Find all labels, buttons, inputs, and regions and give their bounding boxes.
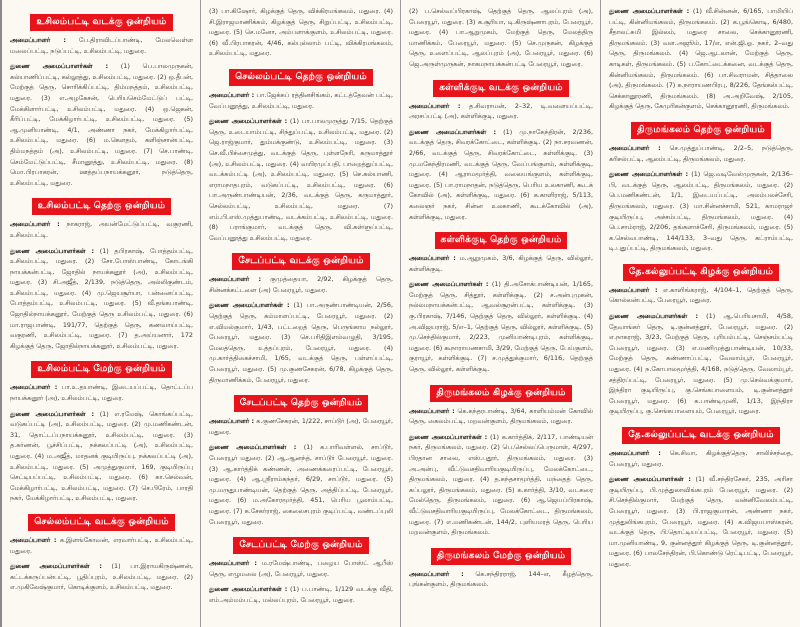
organizer-text: நாகராஜ், அயன்மேட்டுப்பட்டி, வகுரணி, உசிலம்பட்டி. [10,220,194,239]
deputy-organizers-label: துணை அமைப்பாளர்கள் : [209,117,288,126]
deputy-organizers-label: துணை அமைப்பாளர்கள் : [10,246,95,255]
section-heading-wrap [209,390,393,412]
deputy-organizers-text: (1) ஜெ.வடிவேல்முருகன், 2/136–பி, வடக்குத் தெரு, ஆலம்பட்டி, திருமங்கலம், மதுரை. (2) பெ.மணிகண்டன், 1/1, இடையப்பட்டி, அலம்பலச்சேரி, திருமங்கலம், மதுரை. (3) மா.சின்னச்சாமி, 521, காமராஜர் குடியிருப்பு, அச்சம்பட்டி, திருமங்கலம், மதுரை. (4) பெ.சாம்ராஜ், 2/206, தங்களாச்சேரி, திருமங்கலம், மதுரை. (5) க.செல்வபாண்டி, 144/133, 3–வது தெரு, கட்ராம்பட்டி, டி.புதுப்பட்டி, திருமங்கலம், மதுரை. [609,170,794,253]
organizer-label: அமைப்பாளர் : [10,220,60,229]
section-heading-wrap [409,380,593,402]
organizer-text: எ.காளிங்கராஜ், 4/104–1, தெற்குத் தெரு, கொல்லன்பட்டி, பேரையூர், மதுரை. [609,285,793,305]
union-section [10,193,193,351]
deputy-organizers-label: துணை அமைப்பாளர்கள் : [10,62,109,71]
section-heading: செல்லம்பட்டி வடக்கு ஒன்றியம் [28,514,174,531]
organizer-paragraph [209,274,393,295]
organizer-paragraph [209,416,393,437]
union-section [10,9,193,188]
deputy-organizers-text: (2) ப.செல்வப்பிரகாஷ், தெற்குத் தெரு, ஆலப்புரம் (அ), பேரையூர், மதுரை. (3) க.சூரியா, டி.கிருஷ்ணாபுரம், பேரையூர், மதுரை. (4) பா.ஆறுமுகம், மேற்குத் தெரு, மேலத்திரு மாணிக்கம், பேரையூர், மதுரை. (5) செ.முருகன், கிழக்குத் தெரு, உளைப்பட்டி, ஆலப்புரம் (அ), பேரையூர், மதுரை. (6) ஜெ.அருள்முருகன், நாகமநாயக்கன்பட்டி பேரையூர், மதுரை. [409,7,593,68]
union-section [609,117,793,254]
organizer-label: அமைப்பாளர் : [10,36,66,44]
organizer-text: குமுத்தையா, 2/92, கிழக்குத் தெரு, சின்னக்கட்டளை (அ) பேரையூர், மதுரை. [209,275,393,294]
section-heading: திருமங்கலம் மேற்கு ஒன்றியம் [431,548,572,565]
section-heading-wrap [10,193,193,215]
section-heading-wrap [409,227,593,249]
organizer-text: பா.உ.தயாண்டி, இடையப்பட்டி, தொட்டப்ப நாயக்கனூர் (அ), உசிலம்பட்டி, மதுரை. [10,383,193,403]
organizer-label: அமைப்பாளர் : [409,254,456,263]
deputy-organizers-paragraph [209,6,393,59]
section-heading-wrap [609,259,793,281]
union-section [409,75,593,223]
union-section [409,6,593,70]
organizer-paragraph [409,406,593,427]
deputy-organizers-text: (1) பா.பாலமுருத்து 7/15, தெற்குத் தெரு, உடையாம்பட்டி, சிந்துப்பட்டி, உசிலம்பட்டி, மதுரை. (2) ஜெ.ராஜ்குமார், தும்மக்குண்டு, உசிலம்பட்டி, மதுரை. (3) செ.வீ.பிச்சைமுத்து, வடக்குத் தெரு, புள்ளநேரி, கருமாத்தூர் (அ), உசிலம்பட்டி, மதுரை. (4) வயிரமுப்பதி, பாறைத்துப்பட்டி, வடக்கம்பட்டி (அ), உசிலம்பட்டி, மதுரை. (5) செ.கல்யாணி, எராமநாதபுரம், வடுகப்பட்டி, உசிலம்பட்டி, மதுரை. (6) பா.அருண்பாண்டியன், 2/36, வடக்குத் தெரு, கருமாத்தூர், செல்லம்பட்டி, உசிலம்பட்டி, மதுரை. (7) எம்.பி.எஸ்.முத்துபாண்டி, வடக்கம்பட்டி, உசிலம்பட்டி, மதுரை. (8) பராங்குமார், வடக்குத் தெரு, வி.கள்ளுப்பட்டி, வேப்பனூத்து உசிலம்பட்டி, மதுரை. [209,117,393,242]
union-section [609,259,793,417]
section-heading-wrap [10,9,193,31]
deputy-organizers-text: (1) தபிரகாஷ், போத்தம்பட்டி, உசிலம்பட்டி, மதுரை. (2) சோ.போஸ்பாண்டி, கோடங்கி நாயக்கன்பட்டி, ஜோதில் நாயக்கனூர் (அ), உசிலம்பட்டி, மதுரை. (3) சி.அஜீத், 2/139, நடுத்தெரு, அல்லிகுண்டம், உசிலம்பட்டி, மதுரை. (4) மு.ஜெயசூர்யா, பன்னைப்பட்டி, போத்தம்பட்டி, உசிலம்பட்டி, மதுரை. (5) வீ.தங்கபாண்டி, ஜோதில்நாயக்கனூர், மேற்குத் தெரு உசிலம்பட்டி, மதுரை. (6) மா.ராஜபாண்டி, 191/77, தெற்குத் தெரு, கணவாய்பட்டி, வகுரணி, உசிலம்பட்டி, மதுரை. (7) த.அய்யனார், 172 கிழக்குத் தெரு, ஜோதில்நாயக்கனூர், உசிலம்பட்டி, மதுரை. [10,246,193,350]
deputy-organizers-paragraph [10,246,193,352]
deputy-organizers-paragraph [409,279,593,374]
organizer-label: அமைப்பாளர் : [209,275,262,284]
union-section [409,380,593,538]
deputy-organizers-label: துணை அமைப்பாளர்கள் : [609,312,699,321]
organizer-text: கெ.கந்தரபாண்டி, 3/64, காளியம்மன் கோவில் தெரு, கைலம்பட்டி, மறவன்குளம், திருமங்கலம், மதுரை. [409,406,593,426]
deputy-organizers-label: துணை அமைப்பாளர்கள் : [209,443,297,452]
section-heading: தே.கல்லுப்பட்டி வடக்கு ஒன்றியம் [622,427,780,444]
union-section [609,422,793,570]
organizer-paragraph [209,90,393,111]
organizer-paragraph [609,143,793,164]
section-heading: சேடப்பட்டி வடக்கு ஒன்றியம் [232,253,369,270]
organizer-paragraph [10,35,193,56]
deputy-organizers-paragraph [609,169,793,254]
section-heading: திருமங்கலம் கிழக்கு ஒன்றியம் [430,385,571,402]
organizer-paragraph [409,569,593,590]
deputy-organizers-label: துணை அமைப்பாளர்கள் : [409,127,497,136]
organizer-text: கெ.சிவா, கிழக்குத்தெரு, சாலிச்சந்தை, பேரையூர், மதுரை. [609,449,793,468]
deputy-organizers-text: (1) வீ.சின்னன், 6/165, பாமியிப் பட்டி, கின்னிமங்கலம், திருமங்கலம். (2) க.பூங்கொடி, 6/480, சீதாலட்சுமி இல்லம், மதுரை சாலை, செக்கானூரணி, திருமங்கலம். (3) வள.அஜூம், 17/எ, என்.ஜி.ஓ. நகர், 2–வது தெரு, திருமங்கலம். (4) ஜெ.ஆடலான், மேற்குத் தெரு, காடிகள், திருமங்கலம். (5) ப.கோட்டைக்கனை, வடக்குத் தெரு, கின்னிமங்கலம், திருமங்கலம். (6) பா.சிவராமன், சித்தாலை (அ), திருமங்கலம். (7) க.நாராயணபிரபு, 8/226, தேங்கல்பட்டி, செக்கானூரணி, திருமங்கலம். (8) அ.அறிவேஷ், 2/105, கிழக்குத் தெரு, கேமுரிகன்குளம், செக்கானூரணி, திருமங்கலம். [609,7,793,111]
union-section [209,64,393,243]
deputy-organizers-text: (1) மு.நாகேந்திரன், 2/236, வடக்குத் தெரு, சிவரக்கோட்டை, கள்ளிக்குடி. (2) நா.சரவணன், 2/66, வடக்குத் தெரு, சிவரக்கோட்டை, கள்ளிக்குடி. (3) மு.மகேந்திரமணி, வடக்குத் தெரு, வேப்பங்குளம், கள்ளிக்குடி, மதுரை. (4) ஆராமமூர்த்தி, வலையங்குளம், கள்ளிக்குடி, மதுரை. (5) பா.ராமநாதன், நடுத்தெரு, பெரிய உலகாணி, கூடக் கோவில் (அ), கள்ளிக்குடி, மதுரை. (6) க.காளிராஜ், 5/113, கலைஞர் நகர், சின்ன உலகாணி, கூடக்கோவில் (அ), கள்ளிக்குடி, மதுரை. [409,127,593,221]
deputy-organizers-paragraph [209,300,393,385]
deputy-organizers-paragraph [10,409,193,504]
organizer-text: ம.ரமேஷ்பாண்டி, பழைய போஸ்ட் ஆபீஸ் தெரு, எழுமலை (அ), பேரையூர், மதுரை. [209,559,393,578]
union-section [10,356,193,504]
organizer-paragraph [609,285,793,306]
organizer-label: அமைப்பாளர் : [209,417,255,426]
organizer-label: அமைப்பாளர் : [609,449,661,457]
organizer-label: அமைப்பாளர் : [409,569,464,578]
organizer-label: அமைப்பாளர் : [609,285,658,294]
section-heading: தே.கல்லுப்பட்டி கிழக்கு ஒன்றியம் [623,264,779,281]
organizer-label: அமைப்பாளர் : [209,90,255,99]
section-heading-wrap [209,248,393,270]
organizer-text: த.சிவராமன், 2–32, டி.வளையப்பட்டி, அரசப்பட்டி (அ), கள்ளிக்குடி, மதுரை. [409,101,593,121]
organizer-paragraph [10,382,193,403]
union-section [10,509,193,593]
section-heading-wrap [409,543,593,565]
section-heading: உசிலம்பட்டி வடக்கு ஒன்றியம் [30,14,172,31]
organizer-text: கெ.சந்திரராஜ், 144–எ, கீழத்தெரு, புங்கன்குளம், திருமங்கலம். [409,569,593,589]
column-3 [400,0,600,627]
column-1 [0,0,200,627]
deputy-organizers-text: (1) தி.அசோக்பாண்டியன், 1/165, மேற்குத் தெரு, சித்தூர், கள்ளிக்குடி. (2) ச.அன்புமுகன், நல்லமநாயக்கன்பட்டி, ஆவல்சூரன்பட்டி, கள்ளிக்குடி. (3) கு.பிரகாஷ், 7/146, தெற்குத் தெரு, வில்லூர், கள்ளிக்குடி. (4) அ.விஜயராஜ், 5/எ–1, தெற்குத் தெரு, வில்லூர், கள்ளிக்குடி. (5) மு.செந்தில்குமார், 2/223, முனியாண்டிபுரம், கள்ளிக்குடி, மதுரை. (6) கூநாராயணசாமி, 3/29, மேற்குத் தெரு, பேய்குளம், குராயூர், கள்ளிக்குடி. (7) ச.முத்துக்குமார், 6/116, தெற்குத் தெரு, வில்லூர், கள்ளிக்குடி. [409,280,593,374]
deputy-organizers-paragraph [10,61,193,188]
section-heading-wrap [209,532,393,554]
deputy-organizers-text: (1) ஆ.பெரியசாமி, 4/58, தேவாங்கர் தெரு, டி.குன்னத்தூர், பேரையூர், மதுரை. (2) எ.நாகராஜ், 3/23, மேற்குத் தெரு, புரியம்பட்டி, செஞ்சம்பட்டி பேரையூர், மதுரை. (3) எ.மணிமுத்துபாண்டியன், 10/33, மேற்குத் தெரு, கண்ணாப்பட்டி, வேலாம்பூர், பேரையூர், மதுரை. (4) ந.கோபாலமூர்த்தி, 4/168, நடுத்தெரு, வேலாம்பூர், சத்திரப்பட்டி, பேரையூர், மதுரை. (5) மு.செல்வக்குமார், இந்திரா குடியிருப்பு, கு.செங்கபாளையம், டி.குன்னத்தூர் பேரையூர், மதுரை. (6) க.பாண்டிமுனி, 1/13, இந்திரா குடியிருப்பு, கு.செங்கபாளையம், பேரையூர், மதுரை. [609,312,793,416]
deputy-organizers-text: (1) வீ.சந்திரசேகர், 235, அரிசா குடியிருப்பு, பி.முத்துலாவிங்கபுரம் பேரையூர், மதுரை. (2) சி.செந்தில்குமார், மேற்குத் தெரு, வன்னிவேலம்பட்டி, பேரையூர், மதுரை. (3) பி.ராஜகுமாரன், அண்ணா நகர், முத்துலிங்கபுரம், பேரையூர், மதுரை. (4) க.விஜயபாஸ்கரன், வடக்குத் தெரு, பி.தொட்டியப்பட்டி, பேரையூர், மதுரை. (5) மா.முனியாண்டி, 9, குன்னத்தூர் கிழக்குத் தெரு, டி.குன்னத்தூர், மதுரை. (6) பாலசேந்திரன், பி.கொண்டு ரெட்டிபட்டி, பேரையூர், மதுரை. [609,475,793,568]
organizer-text: ம.ஆறுமுகம், 3/6, கிழக்குத் தெரு, வில்லூர், கள்ளிக்குடி. [409,254,593,273]
deputy-organizers-label: துணை அமைப்பாளர்கள் : [609,170,689,179]
deputy-organizers-paragraph [609,311,793,417]
section-heading: கள்ளிக்குடி வடக்கு ஒன்றியம் [433,80,569,97]
section-heading-wrap [10,509,193,531]
organizer-text: செ.முத்துப்பாண்டி, 2/2–5, நடுத்தெரு, கரிசல்பட்டி, ஆலம்பட்டி, திருமங்கலம், மதுரை. [609,143,793,163]
deputy-organizers-paragraph [209,116,393,243]
organizer-paragraph [409,253,593,274]
deputy-organizers-text: (1) பெ.பாலமுருகன், கல்யாணிப்பட்டி, கல்லூத்து, உசிலம்பட்டி, மதுரை. (2) ஒ.தீபன், மேற்குத் தெரு, சொரிக்கிப்பட்டி, திம்மநத்தம், உசிலம்பட்டி, மதுரை. (3) எ.அழகேசன், பெரியசெம்மேட்டுப் பட்டி, மேக்கிளார்பட்டி, உசிலம்பட்டி, மதுரை. (4) ஒ.ஜெகன், கீரிப்பட்டி, மேக்கிழார்பட்டி, உசிலம்பட்டி, மதுரை. (5) ஆ.முனியாண்டி, 4/1, அண்ணா நகர், மேக்கிழார்பட்டி, உசிலம்பட்டி, மதுரை. (6) ம.கௌதம், களிஞ்சான்பட்டி, திம்மநத்தம் (அ), உசிலம்பட்டி, மதுரை. (7) செ.பாண்டி, செம்மேட்டுப்பட்டி, சீமானூத்து, உசிலம்பட்டி, மதுரை. (8) மொ.பிரபாகரன், ஊத்தப்பநாயக்கனூர், நடுத்தெரு, உசிலம்பட்டி, மதுரை. [10,62,193,187]
deputy-organizers-text: (1) பா.இராமகிருஷ்ணன், கட்டக்கருப்பன்பட்டி, பூதிப்புரம், உசிலம்பட்டி, மதுரை. (2) எ.முகிலேஷ்குமார், கொடிக்குளம், உசிலம்பட்டி, மதுரை. [10,562,193,592]
deputy-organizers-label: துணை அமைப்பாளர்கள் : [409,280,489,289]
section-heading-wrap [609,117,793,139]
deputy-organizers-paragraph [409,6,593,70]
union-section [209,6,393,59]
column-4 [600,0,800,627]
organizer-paragraph [609,448,793,469]
union-section [409,227,593,375]
deputy-organizers-paragraph [209,584,393,605]
union-section [409,543,593,590]
section-heading: கள்ளிக்குடி தெற்கு ஒன்றியம் [435,232,568,249]
organizer-label: அமைப்பாளர் : [409,101,461,110]
deputy-organizers-label: துணை அமைப்பாளர்கள் : [10,409,95,418]
organizer-label: அமைப்பாளர் : [409,406,455,415]
deputy-organizers-paragraph [409,127,593,222]
deputy-organizers-text: (1) க.கார்த்திக், 2/117, பாண்டியன் நகர், திருமங்கலம், மதுரை. (2) பெ.செல்லப்பெருமாள், 4/297, பிரதான சாலை, எஸ்.புதூர், திருமங்கலம், மதுரை. (3) அ.அன்பு, வீட்டுவசதிவாரியகுடியிருப்பு, மேலக்கோட்டை, திருமங்கலம், மதுரை. (4) த.கந்தசாமூர்த்தி, மந்தைத் தெரு, கப்பலூர், திருமங்கலம், மதுரை. (5) க.கார்த்தி, 3/10, வடகரை மேல்தெரு, திருமங்கலம், மதுரை. (6) ஆ.ஜெயப்பிரகாஷ், வீட்டுவசதிவாரியகுடியிருப்பு, மேலக்கோட்டை, திருமங்கலம், மதுரை. (7) எ.மணிகண்டன், 144/2, புளியமரத் தெரு, பெரிய மறவன்குளம், திருமங்கலம். [409,432,593,537]
union-section [209,248,393,385]
deputy-organizers-label: துணை அமைப்பாளர்கள் : [609,7,690,15]
section-heading-wrap [209,64,393,86]
section-heading-wrap [10,356,193,378]
deputy-organizers-text: (1) எ.ரமேஷ், கொங்கப்பட்டி, வடுகப்பட்டி (அ), உசிலம்பட்டி, மதுரை. (2) மு.மணிகண்டன், 31, தொட்டப்பநாயக்கனூர், உசிலம்பட்டி, மதுரை. (3) த.கர்ணன், பூச்சிப்பட்டி, நக்கலப்பட்டி (அ), உசிலம்பட்டி, மதுரை. (4) ம.அஜீத், மாதனக் குடியிருப்பு, நக்கலப்பட்டி (அ), உசிலம்பட்டி, மதுரை. (5) அமுத்துகுமார், 169, குடியிருப்பு செட்டியப்பட்டி, உசிலம்பட்டி, மதுரை. (6) கா.செல்வன், மேக்கிழார்பட்டி, உசிலம்பட்டி, மதுரை. (7) செ.பிரேம், பாரதி நகர், மேக்கிழார்பட்டி, உசிலம்பட்டி, மதுரை. [10,409,193,503]
deputy-organizers-text: (3) பா.கிஷோர், கிழக்குத் தெரு, விக்கிரமங்கலம், மதுரை. (4) சி.இராஜமாணிக்கம், கிழக்குத் தெரு, சிறுப்பட்டி, உசிலம்பட்டி, மதுரை. (5) செ.மனோ, அம்பளாக்குளம், உசிலம்பட்டி, மதுரை. (6) வீ.பிரபாகரன், 4/46, கல்புல்லாம் பட்டி, விக்கிரமங்கலம், உசிலம்பட்டி, மதுரை. [209,7,393,58]
deputy-organizers-text: (1) ப.பாண்டி, 1/129 வடக்கு வீதி, எம்.அம்மம்பட்டி, மல்லப்புரம், பேரையூர், மதுரை. [209,585,393,604]
column-2 [200,0,400,627]
deputy-organizers-text: (1) க.பாரிவள்ளல், சாப்டூர், பேரையூர் மதுரை. (2) ஆ.ஆனந்த், சாப்டூர் பேரையூர், மதுரை. (3) ஆ.கார்த்திக் கண்ணன், அணைக்கரைப்பட்டி, பேரையூர், மதுரை. (4) ஆ.ஸ்ரீராம்கந்தர், 6/29, சாப்டூர், மதுரை. (5) மு.மருதுபாண்டியன், தெற்குத் தெரு, அத்திப்பட்டி, பேரையூர், மதுரை. (6) ம.அகோரமூர்த்தி, 451, பெரிய பூலாம்பட்டி, மதுரை. (7) க.சேகர்ராஜ், கைலைசபுரம் குடிப்பட்டி, வண்டப்புலி பேரையூர், மதுரை. [209,443,393,526]
organizer-label: அமைப்பாளர் : [10,383,58,392]
organizer-text: பே.திராவிடப்பாண்டி, மேலவெள்ள மலைப்பட்டி, நடுப்பட்டி, உசிலம்பட்டி, மதுரை. [10,36,193,55]
section-heading-wrap [409,75,593,97]
organizer-label: அமைப்பாளர் : [609,143,661,152]
organizer-paragraph [209,558,393,579]
section-heading: உசிலம்பட்டி தெற்கு ஒன்றியம் [32,198,171,215]
deputy-organizers-paragraph [209,442,393,527]
organizer-text: பா.ஜேக்கப் ரத்தினசிங்கம், கட்டத்தேவன் பட்டி, வேப்பனூத்து, உசிலம்பட்டி, மதுரை. [209,90,393,110]
deputy-organizers-label: துணை அமைப்பாளர்கள் : [10,562,102,571]
deputy-organizers-paragraph [10,561,193,593]
deputy-organizers-paragraph [409,432,593,538]
union-section [209,532,393,605]
organizer-paragraph [10,219,193,240]
organizer-text: க.குணசேகரன், 1/222, சாப்டூர் (அ), பேரையூர், மதுரை. [209,417,393,436]
deputy-organizers-label: துணை அமைப்பாளர்கள் : [409,432,488,441]
section-heading: திருமங்கலம் தெற்கு ஒன்றியம் [631,122,771,139]
section-heading-wrap [609,422,793,444]
union-section [209,390,393,527]
section-heading: செல்லம்பட்டி தெற்கு ஒன்றியம் [229,69,373,86]
organizer-label: அமைப்பாளர் : [209,559,257,568]
section-heading: சேடப்பட்டி மேற்கு ஒன்றியம் [233,537,368,554]
organizer-text: க.இளங்கோவன், எரவார்பட்டி, உசிலம்பட்டி, மதுரை. [10,535,193,555]
section-heading: சேடப்பட்டி தெற்கு ஒன்றியம் [234,395,369,412]
deputy-organizers-text: (1) பா.அருண்பாண்டியன், 2/56, தெற்குத் தெரு, கம்மாளப்பட்டி, பேரையூர், மதுரை. (2) எ.விமல்குமார், 1/43, பட்டறைத் தெரு, பெருங்காம நல்லூர், பேரையூர், மதுரை. (3) செ.பரிதிஇளம்வழுதி, 3/195, மேலத்தெரு, உத்தப்புரம், பேரையூர், மதுரை. (4) மு.கார்த்திகைச்சாமி, 1/65, வடக்குத் தெரு, பள்ளப்பட்டி, பேரையூர், மதுரை. (5) மு.குணசேகரன், 6/78, கிழக்குத் தெரு, திருமாணிக்கம், பேரையூர், மதுரை. [209,301,393,384]
deputy-organizers-paragraph [609,474,793,569]
deputy-organizers-label: துணை அமைப்பாளர்கள் : [209,585,288,594]
organizer-paragraph [409,101,593,122]
deputy-organizers-paragraph [609,6,793,112]
deputy-organizers-label: துணை அமைப்பாளர்கள் : [609,475,691,484]
union-section [609,6,793,112]
organizer-paragraph [10,535,193,556]
section-heading: உசிலம்பட்டி மேற்கு ஒன்றியம் [31,361,171,378]
organizer-label: அமைப்பாளர் : [10,535,57,544]
deputy-organizers-label: துணை அமைப்பாளர்கள் : [209,301,290,310]
